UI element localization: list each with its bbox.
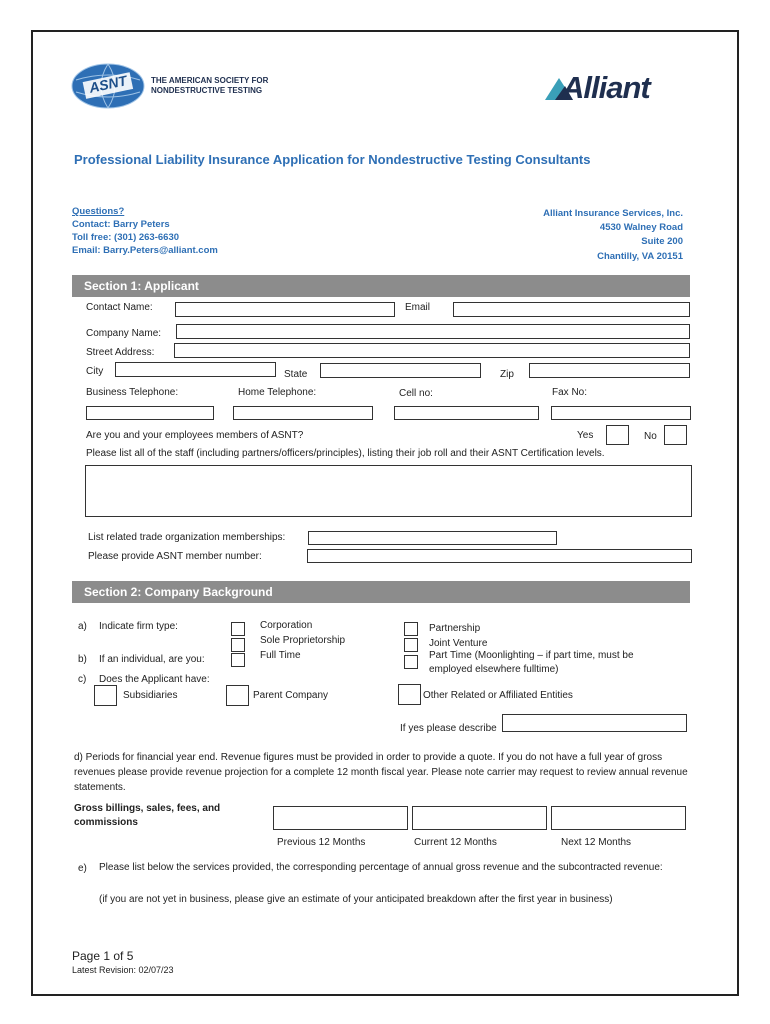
subsidiaries-label: Subsidiaries [123,690,178,701]
part-time-label: Part Time (Moonlighting – if part time, must be employed elsewhere fulltime) [429,650,634,675]
company-name-input[interactable] [176,324,690,339]
street-address-input[interactable] [174,343,690,358]
company-name-label: Company Name: [86,328,162,339]
corporation-label: Corporation [260,620,313,631]
joint-venture-label: Joint Venture [429,638,488,649]
describe-input[interactable] [502,714,687,732]
previous-12-input[interactable] [273,806,408,830]
address-city: Chantilly, VA 20151 [597,251,683,262]
home-phone-label: Home Telephone: [238,387,317,398]
home-phone-input[interactable] [233,406,373,420]
contact-person: Contact: Barry Peters [72,219,170,230]
contact-name-label: Contact Name: [86,302,153,313]
asnt-members-question: Are you and your employees members of ASNT? [86,430,304,441]
street-address-label: Street Address: [86,347,155,358]
alliant-logo-text: Alliant [562,70,650,105]
staff-list-label: Please list all of the staff (including partners/officers/principles), listing their job roll and their ASNT Certification levels. [86,448,605,459]
sole-prop-checkbox[interactable] [231,638,245,652]
member-number-label: Please provide ASNT member number: [88,551,262,562]
part-time-checkbox[interactable] [404,655,418,669]
address-suite: Suite 200 [641,236,683,247]
partnership-checkbox[interactable] [404,622,418,636]
revision-date: Latest Revision: 02/07/23 [72,965,174,975]
address-company: Alliant Insurance Services, Inc. [543,208,683,219]
asnt-name-line2: NONDESTRUCTIVE TESTING [151,86,263,95]
financial-year-paragraph: d) Periods for financial year end. Revenue figures must be provided in order to provide a quote. If you do not have a full year of gross revenues please provide revenue projection for a complete 12 month fiscal year. Please note carrier may request to review annual revenue statements. [74,752,688,793]
partnership-label: Partnership [429,623,481,634]
zip-input[interactable] [529,363,690,378]
address-street: 4530 Walney Road [599,222,683,233]
services-note: (if you are not yet in business, please give an estimate of your anticipated breakdown after the first year in business) [99,894,613,905]
no-label: No [644,431,657,442]
fax-label: Fax No: [552,387,588,398]
asnt-name-line1: THE AMERICAN SOCIETY FOR [151,76,269,85]
fax-input[interactable] [551,406,691,420]
contact-name-input[interactable] [175,302,395,317]
staff-list-textarea[interactable] [85,465,692,517]
questions-link[interactable]: Questions? [72,206,125,217]
joint-venture-checkbox[interactable] [404,638,418,652]
sole-prop-label: Sole Proprietorship [260,635,346,646]
full-time-checkbox[interactable] [231,653,245,667]
current-12-input[interactable] [412,806,547,830]
cell-input[interactable] [394,406,539,420]
parent-company-label: Parent Company [253,690,329,701]
contact-email: Email: Barry.Peters@alliant.com [72,245,218,256]
email-label: Email [405,302,431,313]
firm-type-label: Indicate firm type: [99,621,178,632]
email-input[interactable] [453,302,690,317]
next-12-label: Next 12 Months [561,837,632,848]
subsidiaries-checkbox[interactable] [94,685,117,706]
state-label: State [284,369,308,380]
business-phone-input[interactable] [86,406,214,420]
cell-label: Cell no: [399,388,433,399]
city-label: City [86,366,104,377]
current-12-label: Current 12 Months [414,837,497,848]
member-number-input[interactable] [307,549,692,563]
item-a-marker: a) [78,621,87,632]
asnt-yes-checkbox[interactable] [606,425,629,445]
item-e-marker: e) [78,863,87,874]
previous-12-label: Previous 12 Months [277,837,366,848]
applicant-have-label: Does the Applicant have: [99,674,210,685]
asnt-no-checkbox[interactable] [664,425,687,445]
yes-label: Yes [577,430,594,441]
parent-company-checkbox[interactable] [226,685,249,706]
page-number: Page 1 of 5 [72,949,134,963]
item-b-marker: b) [78,654,87,665]
form-title: Professional Liability Insurance Application for Nondestructive Testing Consultants [74,152,591,167]
city-input[interactable] [115,362,276,377]
corporation-checkbox[interactable] [231,622,245,636]
trade-orgs-input[interactable] [308,531,557,545]
business-phone-label: Business Telephone: [86,387,179,398]
asnt-logo-text: ASNT [87,72,129,96]
state-input[interactable] [320,363,481,378]
toll-free: Toll free: (301) 263-6630 [72,232,180,243]
next-12-input[interactable] [551,806,686,830]
gross-billings-label: Gross billings, sales, fees, and commissions [74,803,221,828]
trade-orgs-label: List related trade organization memberships: [88,532,286,543]
other-related-label: Other Related or Affiliated Entities [423,690,573,701]
individual-label: If an individual, are you: [99,654,205,665]
services-paragraph: Please list below the services provided, the corresponding percentage of annual gross revenue and the subcontracted revenue: [99,862,663,873]
if-yes-label: If yes please describe [400,723,497,734]
section2-heading: Section 2: Company Background [72,581,690,603]
item-c-marker: c) [78,674,87,685]
full-time-label: Full Time [260,650,301,661]
other-related-checkbox[interactable] [398,684,421,705]
zip-label: Zip [500,369,514,380]
section1-heading: Section 1: Applicant [72,275,690,297]
